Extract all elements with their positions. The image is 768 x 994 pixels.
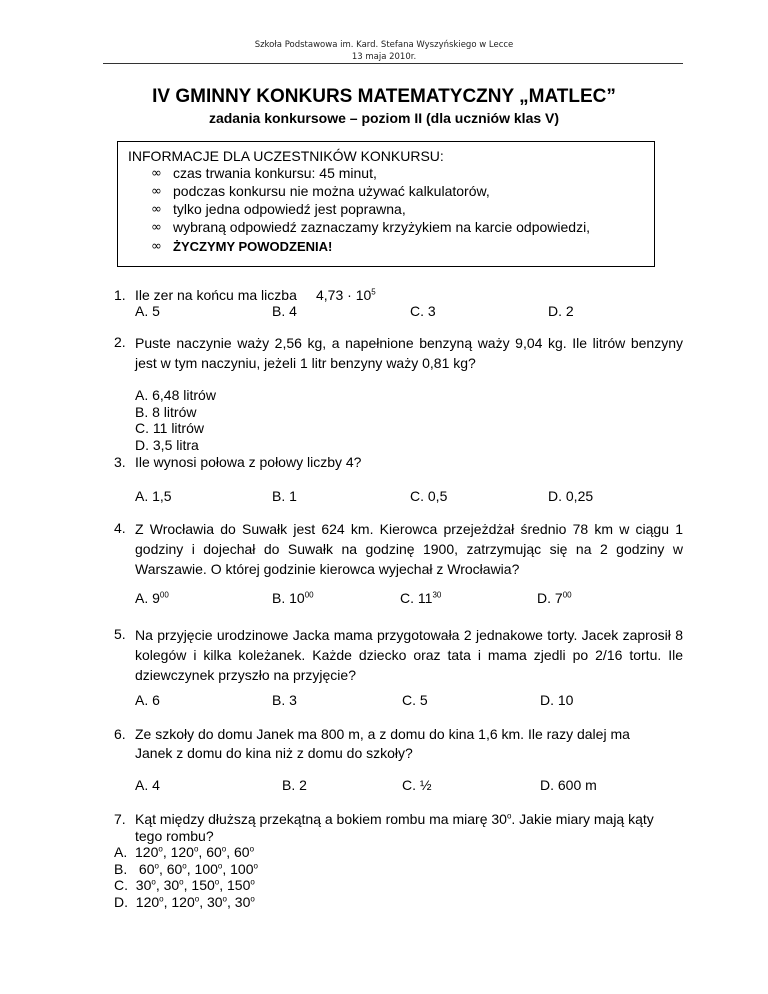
answer-option-c[interactable]: C. 0,5 <box>410 488 448 504</box>
answer-option-c[interactable]: C. 3 <box>410 303 436 319</box>
answer-option-a[interactable]: A. 1,5 <box>135 488 172 504</box>
answer-option-a[interactable]: A. 6 <box>135 692 160 708</box>
answer-option-d[interactable]: D. 600 m <box>540 777 597 793</box>
answer-option-d[interactable]: D. 3,5 litra <box>135 437 199 453</box>
page-title: IV GMINNY KONKURS MATEMATYCZNY „MATLEC” <box>152 86 616 107</box>
info-item: wybraną odpowiedź zaznaczamy krzyżykiem na karcie odpowiedzi, <box>173 219 591 235</box>
answer-option-d[interactable]: D. 0,25 <box>548 488 594 504</box>
answer-option-a[interactable]: A. $9^{00}$ <box>135 590 169 606</box>
answer-option-a[interactable]: A. 120$^o$, 120$^o$, 60$^o$, 60$^o$ <box>114 844 255 860</box>
header-date: 13 maja 2010r. <box>351 52 417 62</box>
school-header: Szkoła Podstawowa im. Kard. Stefana Wyszyńskiego w Lecce <box>254 40 514 50</box>
header-divider <box>103 63 683 64</box>
question-number: 3. <box>114 454 126 470</box>
question-text: Ze szkoły do domu Janek ma 800 m, a z domu do kina 1,6 km. Ile razy dalej ma <box>135 726 630 742</box>
question-number: 5. <box>114 626 126 642</box>
answer-option-b[interactable]: B. 60$^o$, 60$^o$, 100$^o$, 100$^o$ <box>114 861 258 877</box>
question-text: Puste naczynie waży 2,56 kg, a napełnione benzyną waży 9,04 kg. Ile litrów benzyny jest w tym naczyniu, jeżeli 1 litr benzyny waży 0,81 kg? <box>135 335 683 371</box>
question-expression: $4,73 \cdot 10^5$ <box>316 287 376 303</box>
answer-option-b[interactable]: B. 1 <box>272 488 297 504</box>
info-item: podczas konkursu nie można używać kalkulatorów, <box>173 183 490 199</box>
page-subtitle: zadania konkursowe – poziom II (dla uczniów klas V) <box>208 110 560 126</box>
question-text: Janek z domu do kina niż z domu do szkoły? <box>135 745 413 761</box>
answer-option-b[interactable]: B. 3 <box>272 692 297 708</box>
question-number: 7. <box>114 811 126 827</box>
bullet-icon: ∞ <box>151 166 162 181</box>
answer-option-c[interactable]: C. 11 litrów <box>135 420 204 436</box>
question-number: 4. <box>114 520 126 536</box>
answer-option-d[interactable]: D. 10 <box>540 692 574 708</box>
answer-option-c[interactable]: C. ½ <box>402 777 432 793</box>
answer-option-c[interactable]: C. 30$^o$, 30$^o$, 150$^o$, 150$^o$ <box>114 877 255 893</box>
info-item: czas trwania konkursu: 45 minut, <box>173 165 377 181</box>
info-item: tylko jedna odpowiedź jest poprawna, <box>173 201 406 217</box>
answer-option-d[interactable]: D. $7^{00}$ <box>537 590 572 606</box>
answer-option-c[interactable]: C. 5 <box>402 692 428 708</box>
info-wish: ŻYCZYMY POWODZENIA! <box>173 239 333 254</box>
question-text: tego rombu? <box>135 828 214 844</box>
answer-option-a[interactable]: A. 4 <box>135 777 160 793</box>
question-number: 6. <box>114 726 126 742</box>
answer-option-d[interactable]: D. 2 <box>548 303 574 319</box>
question-number: 2. <box>114 334 126 350</box>
answer-option-a[interactable]: A. 5 <box>135 303 160 319</box>
answer-option-b[interactable]: B. 8 litrów <box>135 404 197 420</box>
answer-option-d[interactable]: D. 120$^o$, 120$^o$, 30$^o$, 30$^o$ <box>114 894 255 910</box>
question-text: Kąt między dłuższą przekątną a bokiem rombu ma miarę 30$^o$. Jakie miary mają kąty <box>135 811 654 827</box>
answer-option-c[interactable]: C. $11^{30}$ <box>400 590 442 606</box>
question-number: 1. <box>114 287 126 303</box>
bullet-icon: ∞ <box>151 239 162 254</box>
question-text: Na przyjęcie urodzinowe Jacka mama przygotowała 2 jednakowe torty. Jacek zaprosił 8 kolegów i kilka koleżanek. Każde dziecko oraz tata i mama zjedli po 2/16 tortu. Ile dziewczynek przyszło na przyjęcie? <box>135 627 683 683</box>
question-text: Z Wrocławia do Suwałk jest 624 km. Kierowca przejeżdżał średnio 78 km w ciągu 1 godziny i dojechał do Suwałk na godzinę 1900, zatrzymując się na 2 godziny w Warszawie. O której godzinie kierowca wyjechał z Wrocławia? <box>135 521 683 577</box>
answer-option-b[interactable]: B. $10^{00}$ <box>272 590 314 606</box>
answer-option-a[interactable]: A. 6,48 litrów <box>135 387 216 403</box>
info-heading: INFORMACJE DLA UCZESTNIKÓW KONKURSU: <box>128 148 444 164</box>
bullet-icon: ∞ <box>151 220 162 235</box>
question-text: Ile wynosi połowa z połowy liczby 4? <box>135 454 362 470</box>
answer-option-b[interactable]: B. 4 <box>272 303 297 319</box>
bullet-icon: ∞ <box>151 202 162 217</box>
answer-option-b[interactable]: B. 2 <box>282 777 307 793</box>
bullet-icon: ∞ <box>151 184 162 199</box>
question-text: Ile zer na końcu ma liczba <box>135 287 297 303</box>
